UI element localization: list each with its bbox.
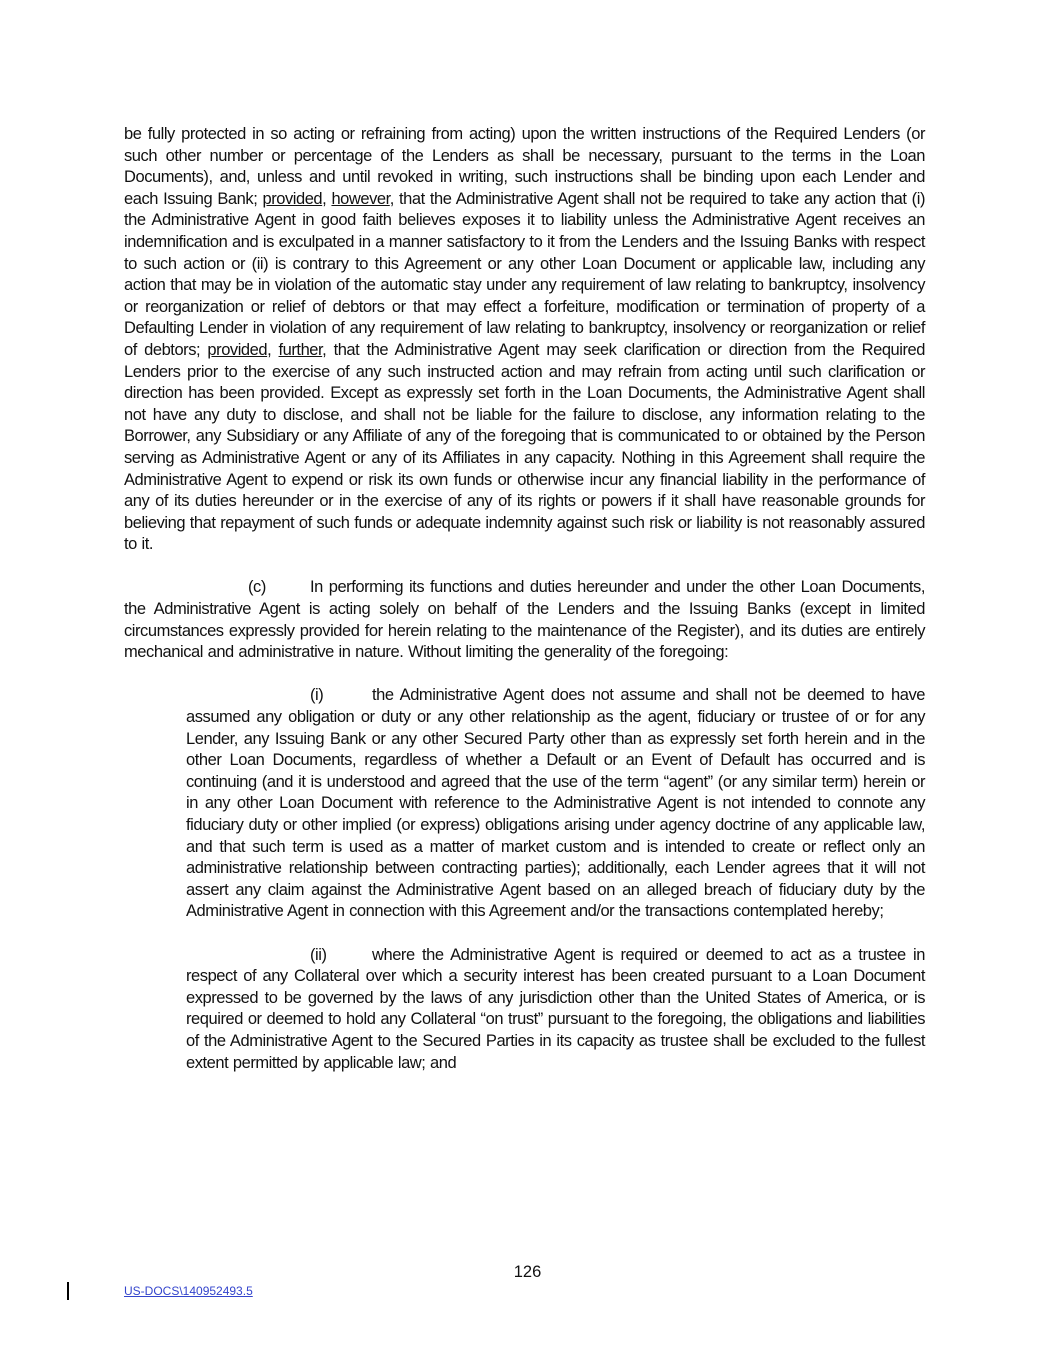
underlined-term: however [331, 189, 390, 208]
change-bar [67, 1282, 69, 1300]
paragraph-c: (c) In performing its functions and duties hereunder and under the other Loan Documents, the Administrative Agent is acting solely on behalf of the Lenders and the Issuing Banks (except in limited circumstances expressly provided for herein relating to the maintenance of the Register), and its duties are entirely mechanical and administrative in nature. Without limiting the generality of the foregoing: [124, 578, 925, 662]
sub-item-i: (i) the Administrative Agent does not assume and shall not be deemed to have assumed any obligation or duty or any other relationship as the agent, fiduciary or trustee of or for any Lender, any Issuing Bank or any other Secured Party other than as expressly set forth herein and in the other Loan Documents, regardless of whether a Default or an Event of Default has occurred and is continuing (and it is understood and agreed that the use of the term “agent” (or any similar term) herein or in any other Loan Document with reference to the Administrative Agent is not intended to connote any fiduciary duty or other implied (or express) obligations arising under agency doctrine of any applicable law, and that such term is used as a matter of market custom and is intended to create or reflect only an administrative relationship between contracting parties); additionally, each Lender agrees that it will not assert any claim against the Administrative Agent based on an alleged breach of fiduciary duty by the Administrative Agent in connection with this Agreement and/or the transactions contemplated hereby; [186, 686, 925, 921]
document-id-link[interactable]: US-DOCS\140952493.5 [124, 1284, 253, 1298]
document-body [124, 124, 925, 1096]
clause-label: (ii) [310, 945, 327, 964]
underlined-term: provided [262, 189, 323, 208]
clause-label: (i) [310, 686, 324, 705]
clause-label: (c) [248, 578, 266, 597]
sub-item-ii: (ii) where the Administrative Agent is required or deemed to act as a trustee in respect of any Collateral over which a security interest has been created pursuant to a Loan Document expressed to be governed by the laws of any jurisdiction other than the United States of America, or is required or deemed to hold any Collateral “on trust” pursuant to the foregoing, the obligations and liabilities of the Administrative Agent to the Secured Parties in its capacity as trustee shall be excluded to the fullest extent permitted by applicable law; and [186, 945, 925, 1072]
underlined-term: provided [207, 340, 268, 359]
page-number: 126 [513, 1263, 542, 1281]
underlined-term: further [278, 340, 323, 359]
paragraph-continued: be fully protected in so acting or refraining from acting) upon the written instructions of the Required Lenders (or such other number or percentage of the Lenders as shall be necessary, pursuant to the terms in the Loan Documents), and, unless and until revoked in writing, such instructions shall be binding upon each Lender and each Issuing Bank; provided, however, that the Administrative Agent shall not be required to take any action that (i) the Administrative Agent in good faith believes exposes it to liability unless the Administrative Agent receives an indemnification and is exculpated in a manner satisfactory to it from the Lenders and the Issuing Banks with respect to such action or (ii) is contrary to this Agreement or any other Loan Document or applicable law, including any action that may be in violation of the automatic stay under any requirement of law relating to bankruptcy, insolvency or reorganization or relief of debtors or that may effect a forfeiture, modification or termination of property of a Defaulting Lender in violation of any requirement of law relating to bankruptcy, insolvency or reorganization or relief of debtors; provided, further, that the Administrative Agent may seek clarification or direction from the Required Lenders prior to the exercise of any such instructed action and may refrain from acting until such clarification or direction has been provided. Except as expressly set forth in the Loan Documents, the Administrative Agent shall not have any duty to disclose, and shall not be liable for the failure to disclose, any information relating to the Borrower, any Subsidiary or any Affiliate of any of the foregoing that is communicated to or obtained by the Person serving as Administrative Agent or any of its Affiliates in any capacity. Nothing in this Agreement shall require the Administrative Agent to expend or risk its own funds or otherwise incur any financial liability in the performance of any of its duties hereunder or in the exercise of any of its rights or powers if it shall have reasonable grounds for believing that repayment of such funds or adequate indemnity against such risk or liability is not reasonably assured to it. [124, 125, 925, 554]
